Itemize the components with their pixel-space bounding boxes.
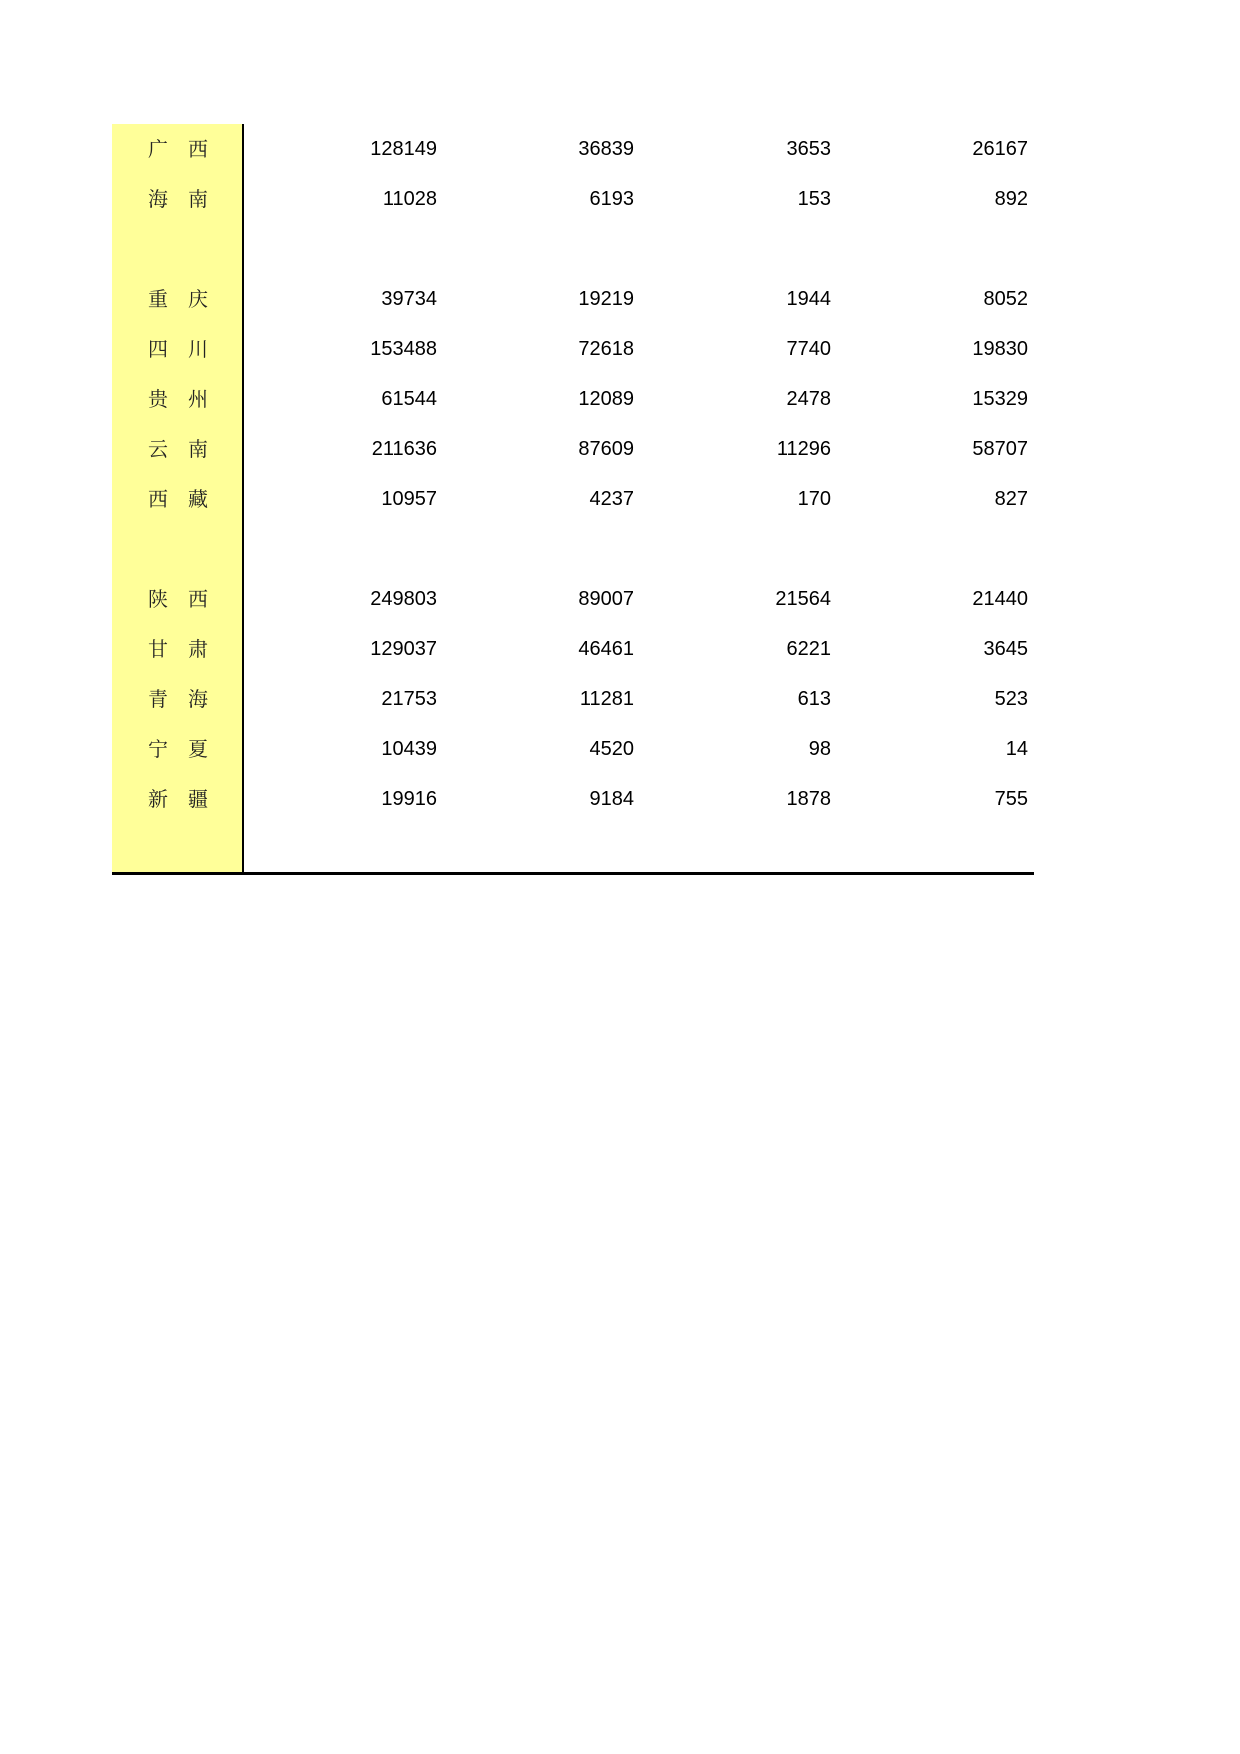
value-col-4: 827 [994,488,1028,510]
value-col-3: 98 [808,738,831,760]
table-row [112,474,1034,524]
table-row [112,574,1034,624]
value-col-1: 61544 [381,388,437,410]
table-row [112,174,1034,224]
data-table [112,124,1034,874]
region-name: 宁夏 [148,737,228,761]
table-bottom-rule [112,872,1034,875]
region-name: 海南 [148,187,228,211]
value-col-3: 2478 [786,388,831,410]
table-body [112,124,1034,824]
value-col-1: 39734 [381,288,437,310]
region-name: 云南 [148,437,228,461]
value-col-4: 3645 [983,638,1028,660]
table-row [112,374,1034,424]
value-col-4: 15329 [972,388,1028,410]
value-col-3: 7740 [786,338,831,360]
value-col-2: 4520 [589,738,634,760]
value-col-2: 36839 [578,138,634,160]
value-col-4: 19830 [972,338,1028,360]
value-col-1: 19916 [381,788,437,810]
value-col-4: 21440 [972,588,1028,610]
value-col-4: 58707 [972,438,1028,460]
region-name: 贵州 [148,387,228,411]
value-col-4: 755 [994,788,1028,810]
table-row [112,724,1034,774]
value-col-2: 9184 [589,788,634,810]
value-col-1: 11028 [382,188,437,210]
value-col-4: 14 [1005,738,1028,760]
region-name: 青海 [148,687,228,711]
value-col-1: 10957 [381,488,437,510]
table-row [112,124,1034,174]
region-name: 西藏 [148,487,228,511]
value-col-2: 12089 [578,388,634,410]
table-spacer-row [112,524,1034,574]
table-row [112,274,1034,324]
value-col-4: 8052 [983,288,1028,310]
region-name: 广西 [148,137,228,161]
value-col-2: 4237 [589,488,634,510]
value-col-3: 153 [797,188,831,210]
value-col-3: 21564 [775,588,831,610]
value-col-1: 129037 [370,638,437,660]
table-row [112,674,1034,724]
region-name: 陕西 [148,587,228,611]
value-col-2: 87609 [578,438,634,460]
value-col-3: 6221 [786,638,831,660]
value-col-3: 1878 [786,788,831,810]
value-col-3: 11296 [776,438,831,460]
table-row [112,774,1034,824]
value-col-2: 6193 [589,188,634,210]
value-col-3: 613 [797,688,831,710]
value-col-1: 249803 [370,588,437,610]
region-name: 新疆 [148,787,228,811]
region-name: 甘肃 [148,637,228,661]
value-col-2: 46461 [578,638,634,660]
value-col-1: 10439 [381,738,437,760]
value-col-2: 19219 [578,288,634,310]
value-col-3: 1944 [786,288,831,310]
value-col-2: 72618 [578,338,634,360]
value-col-4: 892 [994,188,1028,210]
value-col-2: 11281 [579,688,634,710]
table-row [112,624,1034,674]
table-spacer-row [112,224,1034,274]
value-col-4: 26167 [972,138,1028,160]
value-col-1: 153488 [370,338,437,360]
value-col-4: 523 [994,688,1028,710]
value-col-2: 89007 [578,588,634,610]
region-name: 四川 [148,337,228,361]
region-name: 重庆 [148,287,228,311]
value-col-1: 211636 [371,438,437,460]
value-col-3: 170 [797,488,831,510]
value-col-3: 3653 [786,138,831,160]
value-col-1: 21753 [381,688,437,710]
table-row [112,324,1034,374]
value-col-1: 128149 [370,138,437,160]
table-row [112,424,1034,474]
